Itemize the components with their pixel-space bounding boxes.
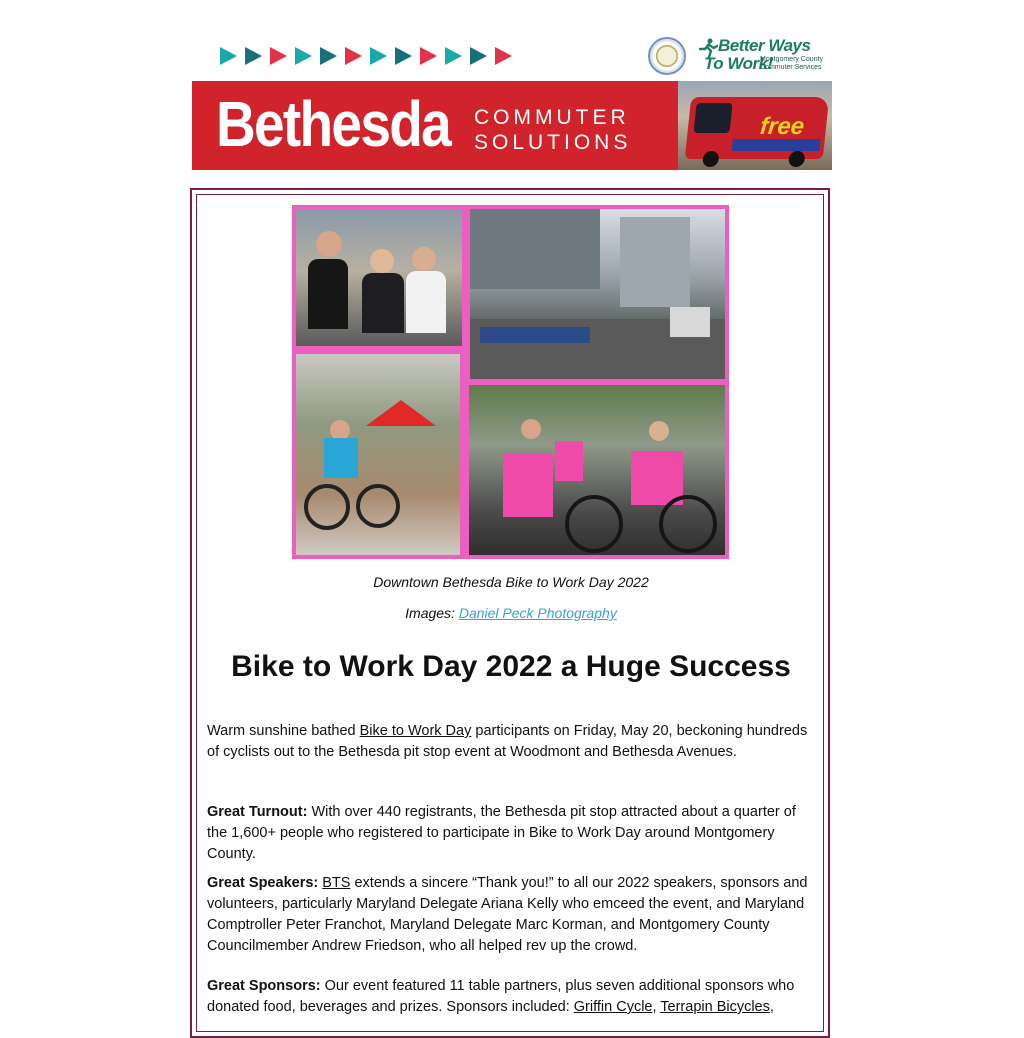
better-ways-to-work-logo[interactable] — [698, 36, 828, 76]
photo-caption: Downtown Bethesda Bike to Work Day 2022 — [373, 574, 649, 590]
photo-three-women — [296, 209, 462, 346]
decorative-arrows — [220, 45, 518, 67]
turnout-label: Great Turnout: — [207, 804, 308, 820]
bike-wheel — [356, 484, 400, 528]
table — [480, 327, 590, 343]
person-head — [649, 421, 669, 441]
sponsor-tail: , — [769, 999, 774, 1015]
bus-window — [693, 103, 732, 133]
triangle-arrow-icon — [270, 47, 287, 65]
bike-to-work-day-link[interactable]: Bike to Work Day — [359, 723, 472, 739]
brand-line-2: To Work! — [704, 54, 773, 73]
speakers-paragraph — [207, 873, 817, 957]
sponsors-paragraph — [207, 976, 817, 1018]
cyclist-head — [330, 420, 350, 440]
county-seal-icon — [648, 37, 686, 75]
griffin-cycle-link[interactable]: Griffin Cycle — [573, 999, 653, 1015]
speakers-text: extends a sincere “Thank you!” to all our 2022 speakers, sponsors and volunteers, particularly Maryland Delegate Ariana Kelly who emceed the event, and Maryland Comptroller Peter Franchot, Maryland Delegate Marc Korman, and Montgomery County Councilmember Andrew Friedson, who all helped rev up the crowd. — [207, 875, 808, 954]
triangle-arrow-icon — [220, 47, 237, 65]
triangle-arrow-icon — [295, 47, 312, 65]
triangle-arrow-icon — [370, 47, 387, 65]
banner-subtitle-line2: SOLUTIONS — [474, 131, 632, 154]
person-body — [406, 271, 446, 333]
top-header-strip — [192, 34, 832, 78]
photo-cyclist — [296, 354, 460, 555]
sponsor-separator: , — [652, 999, 661, 1015]
bus-image — [678, 81, 832, 170]
sponsors-text: Our event featured 11 table partners, plus seven additional sponsors who donated food, beverages and prizes. Sponsors included: — [207, 978, 795, 1015]
triangle-arrow-icon — [495, 47, 512, 65]
red-tent — [366, 400, 436, 426]
pink-shirt — [555, 441, 583, 481]
photo-credit — [196, 605, 826, 621]
photo-credit-link[interactable]: Daniel Peck Photography — [458, 605, 617, 621]
triangle-arrow-icon — [245, 47, 262, 65]
tent — [670, 307, 710, 337]
brand-line-1: Better Ways — [718, 36, 811, 55]
bike-wheel — [304, 484, 350, 530]
photo-pink-shirts — [469, 385, 725, 555]
bus-body — [685, 97, 830, 159]
sponsors-label: Great Sponsors: — [207, 978, 321, 994]
banner-subtitle — [474, 105, 631, 155]
turnout-paragraph — [207, 802, 817, 865]
person-body — [308, 259, 348, 329]
triangle-arrow-icon — [420, 47, 437, 65]
building — [470, 209, 600, 289]
bike-wheel — [659, 495, 717, 553]
photo-credit-prefix: Images: — [405, 605, 459, 621]
pink-shirt — [503, 453, 553, 517]
person-head — [412, 247, 436, 271]
person-head — [521, 419, 541, 439]
photo-collage[interactable] — [292, 205, 729, 559]
photo-pit-stop-crowd — [470, 209, 725, 379]
triangle-arrow-icon — [445, 47, 462, 65]
triangle-arrow-icon — [320, 47, 337, 65]
brand-small-text: Montgomery County Commuter Services — [760, 56, 824, 71]
article-headline: Bike to Work Day 2022 a Huge Success — [231, 650, 791, 683]
person-body — [362, 273, 404, 333]
building — [620, 217, 690, 307]
banner-subtitle-line1: COMMUTER — [474, 106, 630, 129]
cyclist-jersey — [324, 438, 358, 478]
person-head — [370, 249, 394, 273]
intro-before: Warm sunshine bathed — [207, 723, 360, 739]
bus-wheel — [788, 151, 806, 167]
triangle-arrow-icon — [345, 47, 362, 65]
intro-paragraph — [207, 721, 817, 763]
person-head — [316, 231, 342, 257]
triangle-arrow-icon — [470, 47, 487, 65]
terrapin-bicycles-link[interactable]: Terrapin Bicycles — [660, 999, 770, 1015]
bike-wheel — [565, 495, 623, 553]
triangle-arrow-icon — [395, 47, 412, 65]
bethesda-commuter-banner[interactable] — [192, 81, 832, 170]
bus-wheel — [702, 151, 720, 167]
turnout-text: With over 440 registrants, the Bethesda pit stop attracted about a quarter of the 1,600+ people who registered to participate in Bike to Work Day around Montgomery County. — [207, 804, 796, 862]
bus-free-text: free — [758, 113, 806, 140]
bts-link[interactable]: BTS — [322, 875, 351, 891]
speakers-label: Great Speakers: — [207, 875, 319, 891]
intro-after: participants on Friday, May 20, beckoning hundreds of cyclists out to the Bethesda pit stop event at Woodmont and Bethesda Avenues. — [207, 723, 808, 760]
banner-title: Bethesda — [216, 88, 451, 160]
